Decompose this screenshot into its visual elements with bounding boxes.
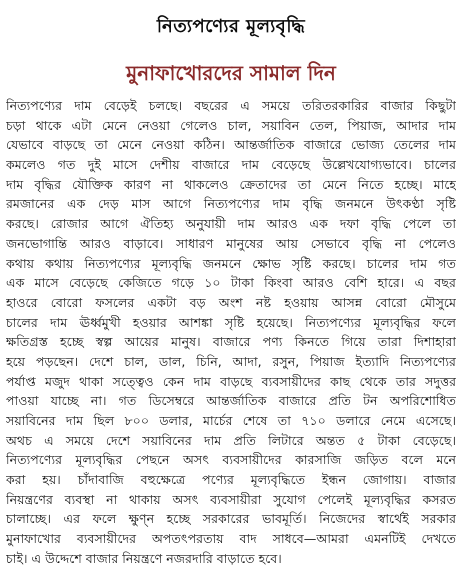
- body-line: নিত্যপণ্যের মূল্যবৃদ্ধির পেছনে অসৎ ব্যবসায়ীদের কারসাজি জড়িত বলে মনে: [6, 452, 456, 468]
- body-line: যেভাবে বাড়ছে তা মেনে নেওয়া কঠিন। আন্তর্জাতিক বাজারে ভোজ্য তেলের দাম: [6, 137, 456, 153]
- body-line: দাম বৃদ্ধির যৌক্তিক কারণ না থাকলেও ক্রেতাদের তা মেনে নিতে হচ্ছে। মাহে: [6, 176, 456, 192]
- body-line: কমলেও গত দুই মাসে দেশীয় বাজারে দাম বেড়েছে উল্লেখযোগ্যভাবে। চালের: [6, 157, 456, 173]
- body-line: এক মাসে বেড়েছে কেজিতে গড়ে ১০ টাকা কিংবা আরও বেশি হারে। এ বছর: [6, 275, 456, 291]
- body-line: মুনাফাখোর ব্যবসায়ীদের অপতৎপরতায় বাদ সাধবে—আমরা এমনটিই দেখতে: [6, 531, 456, 547]
- body-line: জনভোগান্তি আরও বাড়াবে। সাধারণ মানুষের আয় সেভাবে বৃদ্ধি না পেলেও: [6, 235, 456, 251]
- body-line: চালাচ্ছে। এর ফলে ক্ষুণ্ন হচ্ছে সরকারের ভাবমূর্তি। নিজেদের স্বার্থেই সরকার: [6, 511, 456, 527]
- body-line: পাওয়া যাচ্ছে না। গত ডিসেম্বরে আন্তর্জাতিক বাজারে প্রতি টন অপরিশোধিত: [6, 393, 456, 409]
- body-line: ক্ষতিগ্রস্ত হচ্ছে স্বল্প আয়ের মানুষ। বাজারে পণ্য কিনতে গিয়ে তারা দিশাহারা: [6, 334, 456, 350]
- body-line: কথায় কথায় নিত্যপণ্যের মূল্যবৃদ্ধি জনমনে ক্ষোভ সৃষ্টি করছে। চালের দাম গত: [6, 255, 456, 271]
- body-line: চড়া থাকে এটা মেনে নেওয়া গেলেও চাল, সয়াবিন তেল, পিয়াজ, আদার দাম: [6, 117, 456, 133]
- body-line: নিত্যপণ্যের দাম বেড়েই চলছে। বছরের এ সময়ে তরিতরকারির বাজার কিছুটা: [6, 98, 456, 113]
- body-line: হয়ে পড়ছেন। দেশে চাল, ডাল, চিনি, আদা, রসুন, পিয়াজ ইত্যাদি নিত্যপণ্যের: [6, 353, 456, 369]
- body-line: সয়াবিনের দাম ছিল ৮০০ ডলার, মার্চের শেষে তা ৭১০ ডলারে নেমে এসেছে।: [6, 413, 456, 428]
- body-line: নিয়ন্ত্রণের ব্যবস্থা না থাকায় অসৎ ব্যবসায়ীরা সুযোগ পেলেই মূল্যবৃদ্ধির কসরত: [6, 491, 456, 507]
- article-body: [6, 96, 456, 569]
- body-line: করছে। রোজার আগে ঐতিহ্য অনুযায়ী দাম আরও এক দফা বৃদ্ধি পেলে তা: [6, 216, 456, 232]
- body-line: চালের দাম ঊর্ধ্বমুখী হওয়ার আশঙ্কা সৃষ্টি হয়েছে। নিত্যপণ্যের মূল্যবৃদ্ধির ফলে: [6, 314, 456, 330]
- body-line: অথচ এ সময়ে দেশে সয়াবিনের দাম প্রতি লিটারে অন্তত ৫ টাকা বেড়েছে।: [6, 432, 456, 448]
- body-line: পর্যাপ্ত মজুদ থাকা সত্ত্বেও কেন দাম বাড়ছে ব্যবসায়ীদের কাছ থেকে তার সদুত্তর: [6, 373, 456, 389]
- body-line: রমজানের এক দেড় মাস আগে নিত্যপণ্যের দাম বৃদ্ধি জনমনে উৎকণ্ঠা সৃষ্টি: [6, 196, 456, 212]
- body-line: চাই। এ উদ্দেশে বাজার নিয়ন্ত্রণে নজরদারি বাড়াতে হবে।: [6, 550, 282, 566]
- body-line: হাওরে বোরো ফসলের একটা বড় অংশ নষ্ট হওয়ায় আসন্ন বোরো মৌসুমে: [6, 294, 456, 310]
- subheadline-wrap: [0, 58, 462, 88]
- headline: নিত্যপণ্যের মূল্যবৃদ্ধি: [156, 16, 306, 37]
- subheadline: মুনাফাখোরদের সামাল দিন: [126, 61, 336, 85]
- body-line: করা হয়। চাঁদাবাজি বহুক্ষেত্রে পণ্যের মূল্যবৃদ্ধিতে ইন্ধন জোগায়। বাজার: [6, 472, 456, 488]
